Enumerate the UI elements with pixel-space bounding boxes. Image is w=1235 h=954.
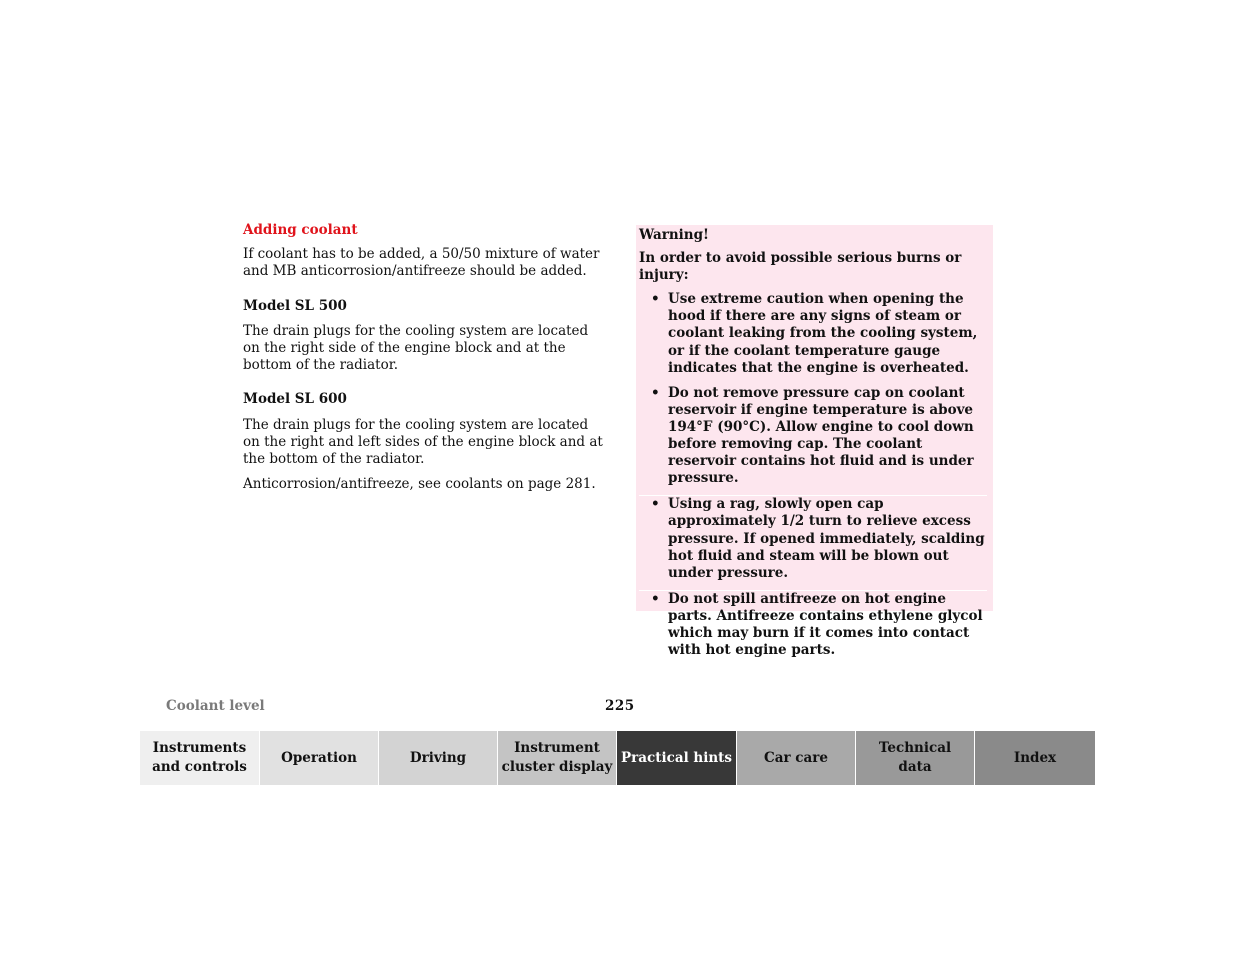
tab-instrument-cluster-display[interactable] xyxy=(498,731,617,785)
model-sl600-text: The drain plugs for the cooling system are located on the right and left sides of the engine block and at the bottom of the radiator. xyxy=(243,416,603,468)
tab-instruments-and-controls[interactable] xyxy=(140,731,260,785)
page-number: 225 xyxy=(605,698,635,714)
tab-label: Car care xyxy=(764,749,828,766)
model-sl500-text: The drain plugs for the cooling system are located on the right side of the engine block and at the bottom of the radiator. xyxy=(243,322,589,374)
main-text-column xyxy=(243,220,608,501)
tab-index[interactable] xyxy=(975,731,1095,785)
warning-item xyxy=(639,590,987,667)
tab-label: Operation xyxy=(281,749,357,766)
chapter-nav xyxy=(140,731,1095,785)
warning-item-text: Use extreme caution when opening the hood if there are any signs of steam or coolant leaking from the cooling system, or if the coolant temperature gauge indicates that the engine is overheated. xyxy=(668,291,978,376)
tab-label: Instrument cluster display xyxy=(501,740,613,775)
warning-title: Warning! xyxy=(639,227,709,243)
tab-label: Technical data xyxy=(878,740,952,775)
warning-item xyxy=(639,495,987,589)
bullet-icon: • xyxy=(651,496,660,513)
bullet-icon: • xyxy=(651,590,660,607)
warning-item xyxy=(639,291,987,384)
tab-label: Driving xyxy=(409,749,467,766)
warning-intro: In order to avoid possible serious burns or injury: xyxy=(639,250,962,284)
bullet-icon: • xyxy=(651,384,660,401)
model-sl500-heading: Model SL 500 xyxy=(243,297,347,314)
antifreeze-reference: Anticorrosion/antifreeze, see coolants on page 281. xyxy=(243,476,596,493)
model-sl600-heading: Model SL 600 xyxy=(243,391,347,408)
tab-label: Practical hints xyxy=(621,749,732,766)
tab-technical-data[interactable] xyxy=(856,731,975,785)
intro-paragraph: If coolant has to be added, a 50/50 mixture of water and MB anticorrosion/antifreeze should be added. xyxy=(243,246,600,280)
section-title: Adding coolant xyxy=(243,222,358,238)
warning-item xyxy=(639,385,987,496)
warning-list xyxy=(639,291,987,667)
footer-section-title: Coolant level xyxy=(166,698,265,714)
warning-box xyxy=(636,225,993,659)
tab-label: Instruments and controls xyxy=(152,740,247,775)
tab-practical-hints[interactable] xyxy=(617,731,737,785)
tab-operation[interactable] xyxy=(260,731,379,785)
tab-label: Index xyxy=(1013,749,1057,766)
tab-car-care[interactable] xyxy=(737,731,856,785)
warning-item-text: Using a rag, slowly open cap approximately 1/2 turn to relieve excess pressure. If opened immediately, scalding hot fluid and steam will be blown out under pressure. xyxy=(668,496,985,581)
warning-item-text: Do not spill antifreeze on hot engine parts. Antifreeze contains ethylene glycol which may burn if it comes into contact with hot engine parts. xyxy=(668,590,983,659)
bullet-icon: • xyxy=(651,291,660,308)
warning-item-text: Do not remove pressure cap on coolant reservoir if engine temperature is above 194°F (90°C). Allow engine to cool down before removing cap. The coolant reservoir contains hot fluid and is under pressure. xyxy=(668,384,974,487)
tab-driving[interactable] xyxy=(379,731,498,785)
